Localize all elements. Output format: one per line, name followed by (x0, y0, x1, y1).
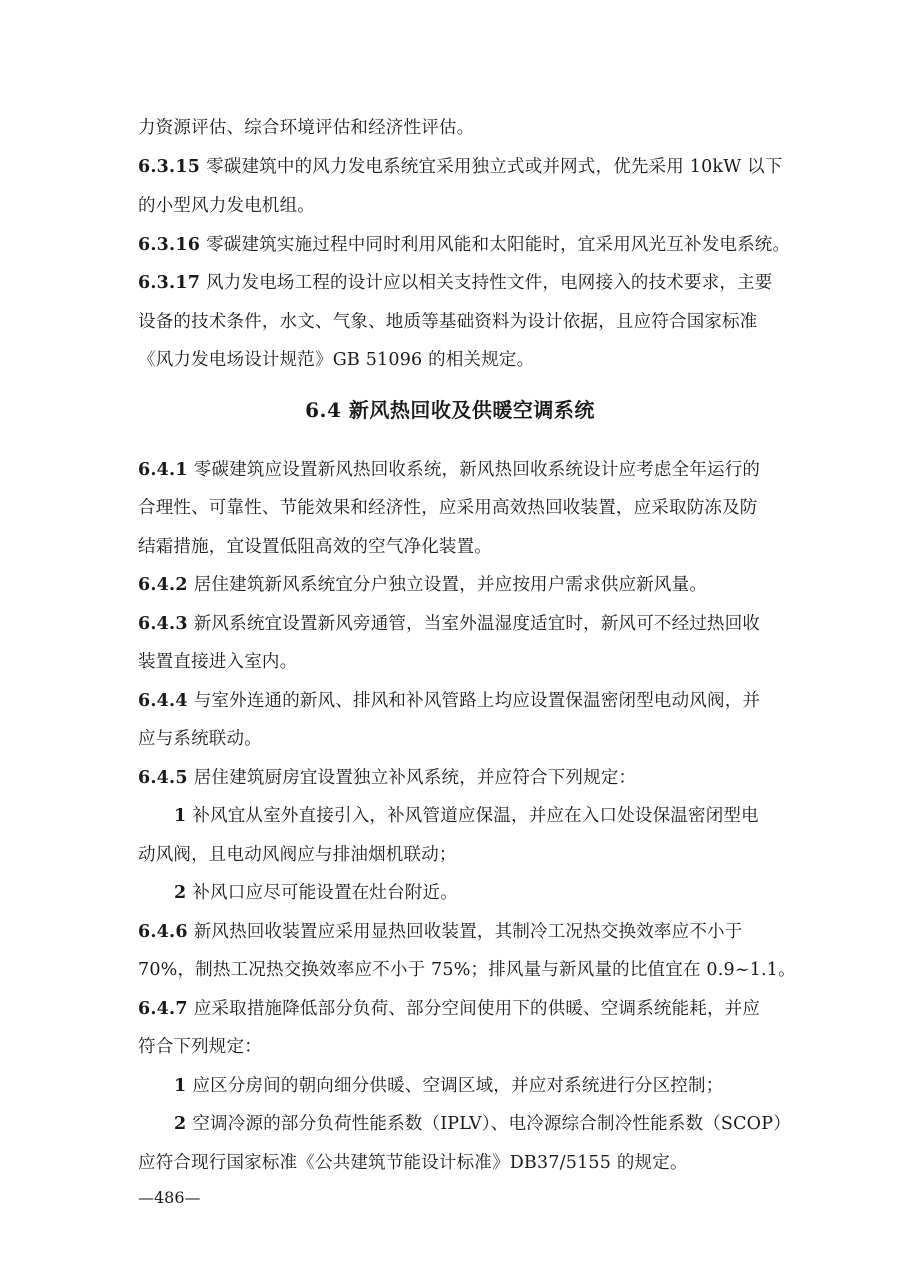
text-line: 结霜措施，宜设置低阻高效的空气净化装置。 (138, 537, 492, 557)
clause-number: 6.4.6 (138, 922, 188, 942)
item-number: 1 (174, 1076, 187, 1096)
clause-6-3-17: 6.3.17 风力发电场工程的设计应以相关支持性文件，电网接入的技术要求，主要 (138, 273, 773, 293)
item-number: 2 (174, 883, 187, 903)
text-line: 的小型风力发电机组。 (138, 196, 315, 216)
clause-number: 6.4.2 (138, 575, 188, 595)
clause-6-4-3: 6.4.3 新风系统宜设置新风旁通管，当室外温湿度适宜时，新风可不经过热回收 (138, 614, 761, 634)
clause-number: 6.3.15 (138, 157, 201, 177)
clause-number: 6.4.1 (138, 460, 188, 480)
text-line: 动风阀，且电动风阀应与排油烟机联动； (138, 845, 457, 865)
text-line: 《风力发电场设计规范》GB 51096 的相关规定。 (138, 350, 535, 370)
section-heading: 6.4 新风热回收及供暖空调系统 (305, 398, 595, 422)
clause-6-4-4: 6.4.4 与室外连通的新风、排风和补风管路上均应设置保温密闭型电动风阀，并 (138, 691, 761, 711)
list-item: 1 应区分房间的朝向细分供暖、空调区域，并应对系统进行分区控制； (174, 1076, 724, 1096)
clause-number: 6.4.7 (138, 999, 188, 1019)
item-number: 1 (174, 806, 187, 826)
clause-number: 6.4.4 (138, 691, 188, 711)
clause-6-4-7: 6.4.7 应采取措施降低部分负荷、部分空间使用下的供暖、空调系统能耗，并应 (138, 999, 761, 1019)
clause-6-4-6: 6.4.6 新风热回收装置应采用显热回收装置，其制冷工况热交换效率应不小于 (138, 922, 743, 942)
list-item: 1 补风宜从室外直接引入，补风管道应保温，并应在入口处设保温密闭型电 (174, 806, 759, 826)
clause-6-4-5: 6.4.5 居住建筑厨房宜设置独立补风系统，并应符合下列规定： (138, 768, 637, 788)
page-number: —486— (138, 1188, 201, 1207)
clause-number: 6.3.16 (138, 235, 201, 255)
text-line: 70%，制热工况热交换效率应不小于 75%；排风量与新风量的比值宜在 0.9~1.1。 (138, 960, 796, 980)
text-line: 符合下列规定： (138, 1037, 262, 1057)
clause-6-3-16: 6.3.16 零碳建筑实施过程中同时利用风能和太阳能时，宜采用风光互补发电系统。 (138, 235, 791, 255)
text-line: 应与系统联动。 (138, 729, 262, 749)
item-number: 2 (174, 1114, 187, 1134)
clause-6-4-2: 6.4.2 居住建筑新风系统宜分户独立设置，并应按用户需求供应新风量。 (138, 575, 708, 595)
clause-number: 6.3.17 (138, 273, 201, 293)
clause-6-4-1: 6.4.1 零碳建筑应设置新风热回收系统，新风热回收系统设计应考虑全年运行的 (138, 460, 761, 480)
clause-number: 6.4.5 (138, 768, 188, 788)
text-line: 力资源评估、综合环境评估和经济性评估。 (138, 118, 475, 138)
clause-6-3-15: 6.3.15 零碳建筑中的风力发电系统宜采用独立式或并网式，优先采用 10kW 以下 (138, 157, 783, 177)
text-line: 装置直接进入室内。 (138, 652, 298, 672)
text-line: 应符合现行国家标准《公共建筑节能设计标准》DB37/5155 的规定。 (138, 1153, 688, 1173)
text-line: 设备的技术条件，水文、气象、地质等基础资料为设计依据，且应符合国家标准 (138, 312, 758, 332)
list-item: 2 空调冷源的部分负荷性能系数（IPLV）、电冷源综合制冷性能系数（SCOP） (174, 1114, 791, 1134)
list-item: 2 补风口应尽可能设置在灶台附近。 (174, 883, 458, 903)
clause-number: 6.4.3 (138, 614, 188, 634)
text-line: 合理性、可靠性、节能效果和经济性，应采用高效热回收装置，应采取防冻及防 (138, 498, 758, 518)
